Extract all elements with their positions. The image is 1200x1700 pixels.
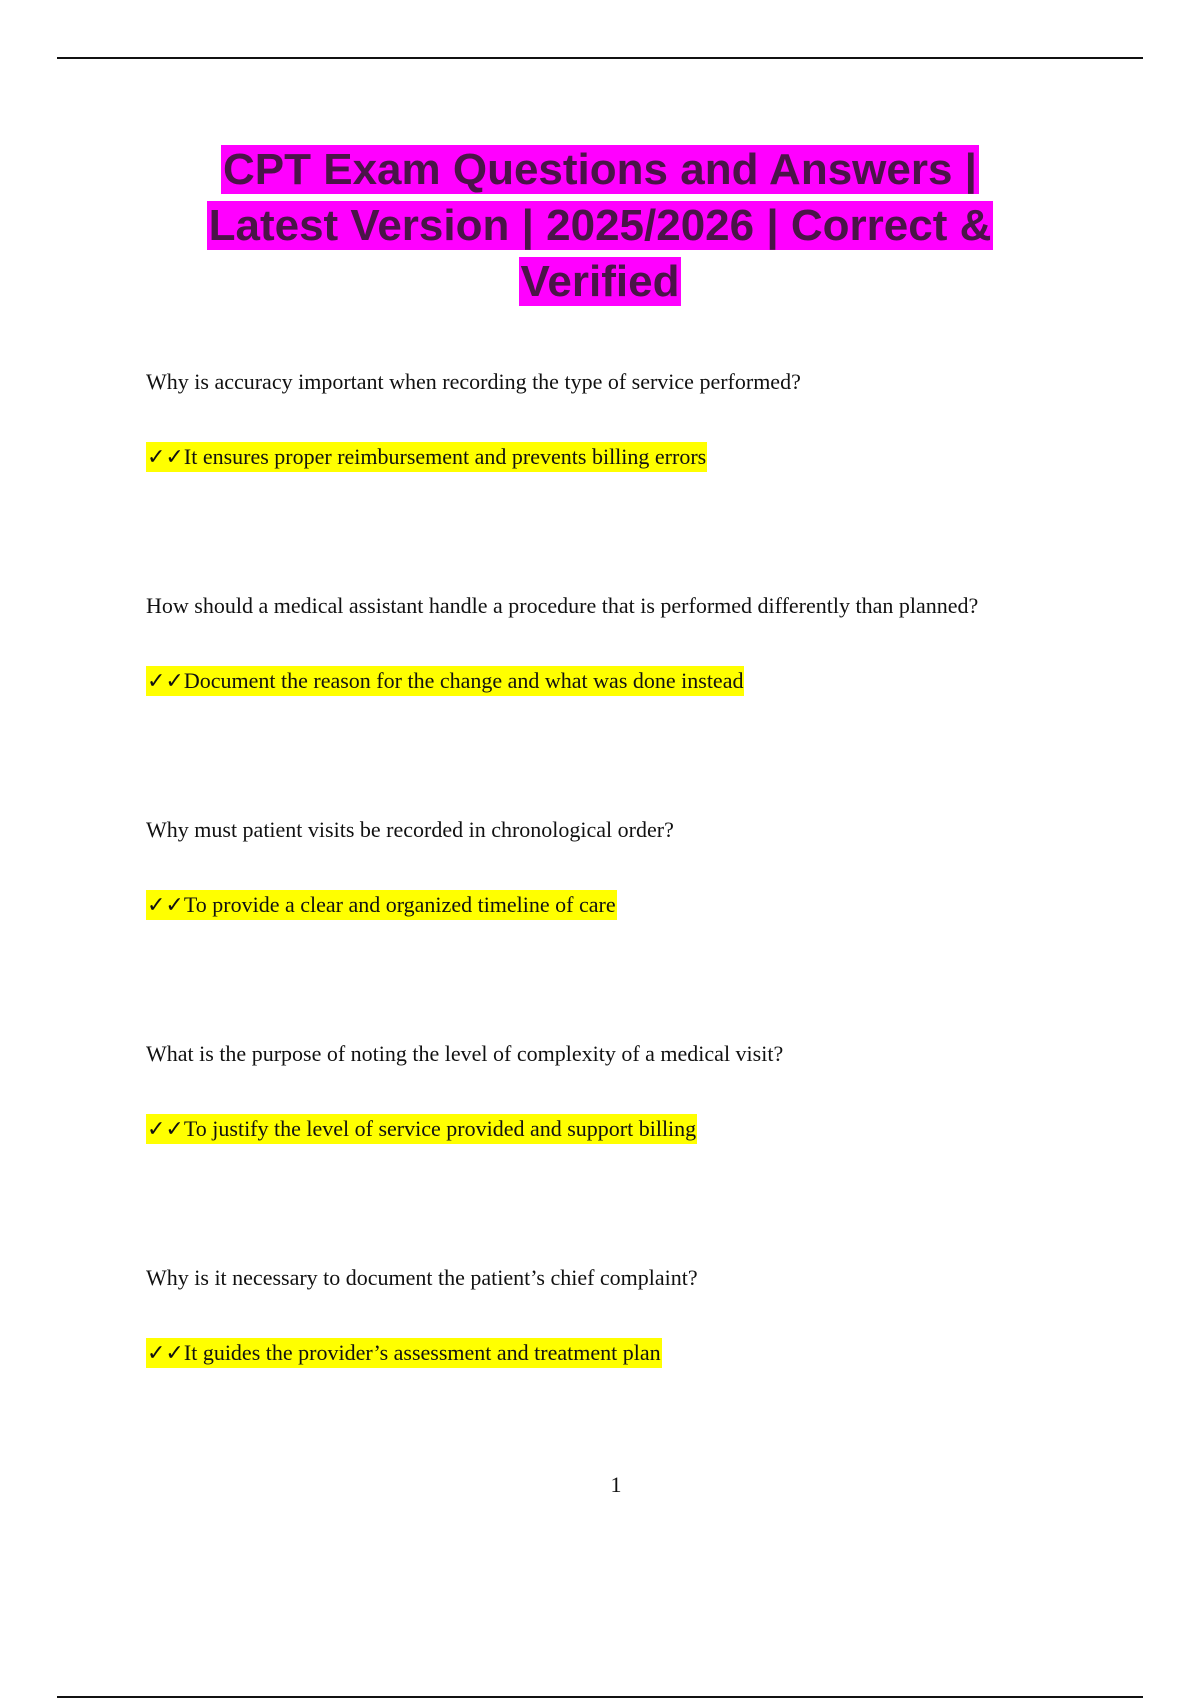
- answer-text: [146, 1115, 1106, 1144]
- answer-label: It ensures proper reimbursement and prevents billing errors: [183, 444, 707, 469]
- double-check-icon: ✓✓: [147, 669, 184, 694]
- question-text: How should a medical assistant handle a procedure that is performed differently than planned?: [146, 593, 979, 618]
- title-line-1: CPT Exam Questions and Answers |: [223, 145, 977, 194]
- double-check-icon: ✓✓: [147, 893, 184, 918]
- question-text: Why is accuracy important when recording the type of service performed?: [146, 369, 801, 394]
- title-line-2: Latest Version | 2025/2026 | Correct &: [208, 201, 992, 250]
- answer-label: To provide a clear and organized timeline of care: [183, 892, 616, 917]
- bottom-divider: [57, 1696, 1143, 1698]
- answer-label: To justify the level of service provided and support billing: [183, 1116, 697, 1141]
- question-text: Why is it necessary to document the patient’s chief complaint?: [146, 1265, 698, 1290]
- double-check-icon: ✓✓: [147, 1341, 184, 1366]
- answer-text: [146, 1339, 1106, 1368]
- qa-item-1: [146, 368, 1106, 472]
- qa-item-4: [146, 1040, 1106, 1144]
- answer-text: [146, 443, 1106, 472]
- qa-item-3: [146, 816, 1106, 920]
- answer-label: It guides the provider’s assessment and treatment plan: [183, 1340, 661, 1365]
- page-number: 1: [610, 1472, 622, 1497]
- title-line-3: Verified: [520, 257, 680, 306]
- question-text: What is the purpose of noting the level of complexity of a medical visit?: [146, 1041, 784, 1066]
- top-divider: [57, 57, 1143, 59]
- answer-label: Document the reason for the change and what was done instead: [183, 668, 744, 693]
- qa-item-5: [146, 1264, 1106, 1368]
- answer-text: [146, 891, 1106, 920]
- qa-item-2: [146, 592, 1106, 696]
- double-check-icon: ✓✓: [147, 1117, 184, 1142]
- double-check-icon: ✓✓: [147, 445, 184, 470]
- document-title: [150, 142, 1050, 310]
- answer-text: [146, 667, 1106, 696]
- question-text: Why must patient visits be recorded in chronological order?: [146, 817, 674, 842]
